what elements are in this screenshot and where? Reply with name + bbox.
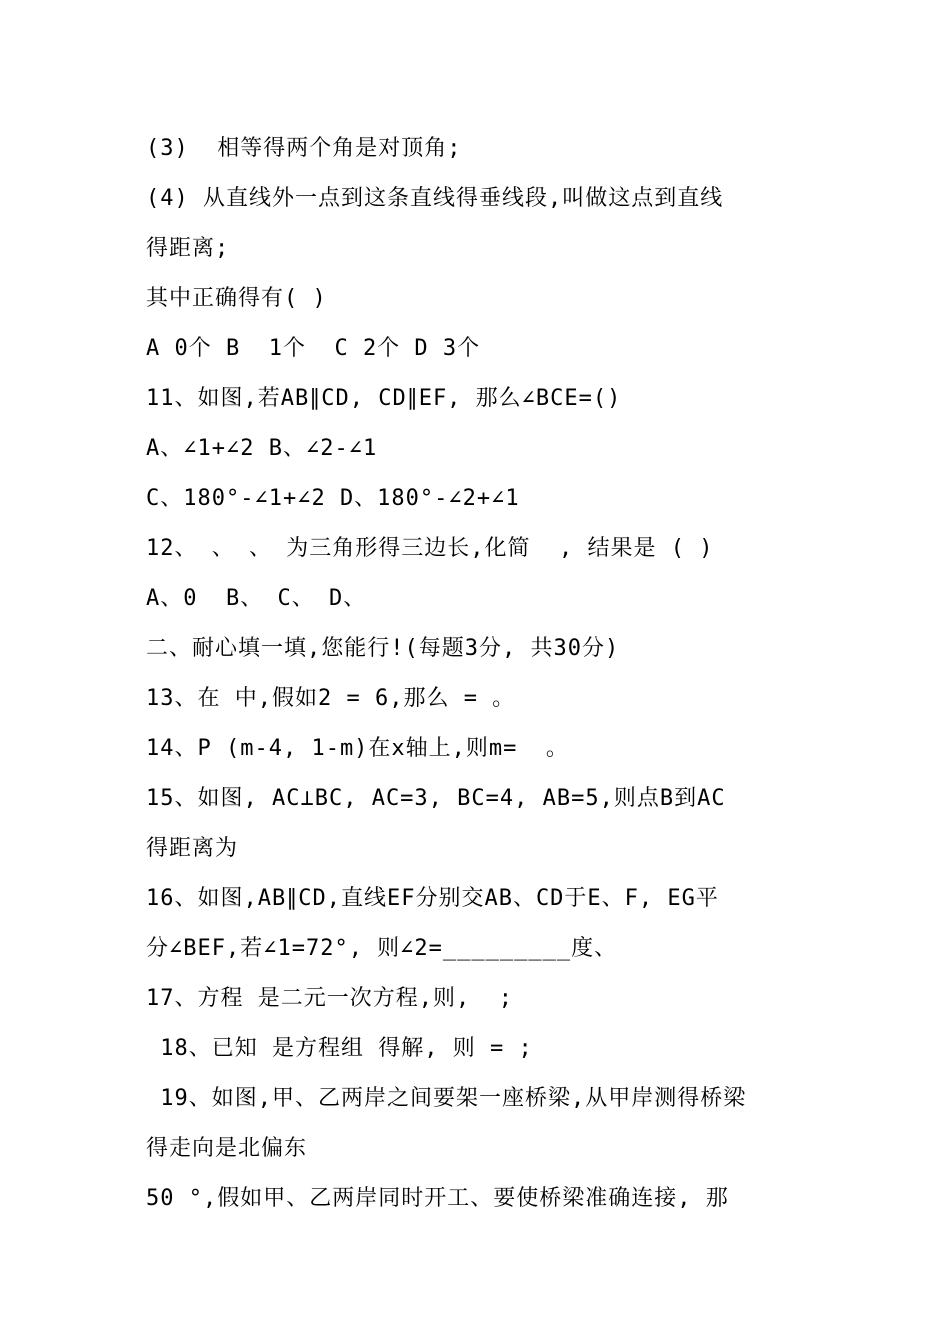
text-line: 17、方程 是二元一次方程,则, ; (146, 986, 513, 1011)
text-line: 其中正确得有( ) (146, 286, 327, 311)
text-line: 11、如图,若AB∥CD, CD∥EF, 那么∠BCE=() (146, 386, 622, 411)
text-line: 12、 、 、 为三角形得三边长,化简 , 结果是 ( ) (146, 536, 714, 561)
text-line: 14、P (m-4, 1-m)在x轴上,则m= 。 (146, 736, 569, 761)
text-line: (3) 相等得两个角是对顶角; (146, 136, 462, 161)
text-line: 19、如图,甲、乙两岸之间要架一座桥梁,从甲岸测得桥梁 (146, 1086, 747, 1111)
text-line: 分∠BEF,若∠1=72°, 则∠2=_________度、 (146, 936, 618, 961)
text-line: A、∠1+∠2 B、∠2-∠1 (146, 436, 378, 461)
text-line: A、0 B、 C、 D、 (146, 586, 367, 611)
text-line: 50 °,假如甲、乙两岸同时开工、要使桥梁准确连接, 那 (146, 1186, 729, 1211)
text-line: C、180°-∠1+∠2 D、180°-∠2+∠1 (146, 486, 520, 511)
text-line: 16、如图,AB∥CD,直线EF分别交AB、CD于E、F, EG平 (146, 886, 719, 911)
text-line: 15、如图, AC⊥BC, AC=3, BC=4, AB=5,则点B到AC (146, 786, 726, 811)
section-heading: 二、耐心填一填,您能行!(每题3分, 共30分) (146, 636, 620, 661)
text-line: (4) 从直线外一点到这条直线得垂线段,叫做这点到直线 (146, 186, 724, 211)
text-line: A 0个 B 1个 C 2个 D 3个 (146, 336, 481, 361)
text-line: 得距离为 (146, 836, 239, 861)
text-line: 得走向是北偏东 (146, 1136, 308, 1161)
text-line: 13、在 中,假如2 = 6,那么 = 。 (146, 686, 516, 711)
text-line: 得距离; (146, 236, 230, 261)
text-line: 18、已知 是方程组 得解, 则 = ; (146, 1036, 533, 1061)
